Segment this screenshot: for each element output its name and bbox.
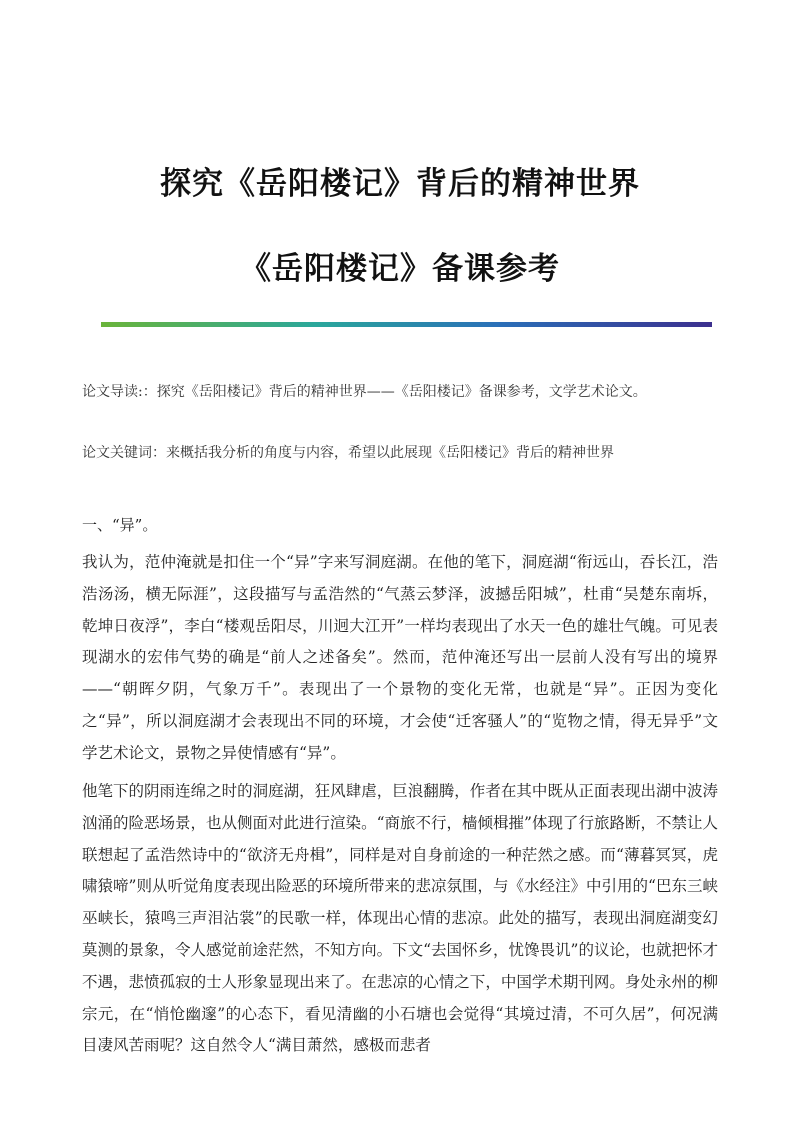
paper-keywords: 论文关键词：来概括我分析的角度与内容，希望以此展现《岳阳楼记》背后的精神世界 xyxy=(82,445,614,461)
gradient-divider xyxy=(101,322,712,327)
document-title: 探究《岳阳楼记》背后的精神世界 xyxy=(160,166,640,202)
body-paragraph: 我认为，范仲淹就是扣住一个“异”字来写洞庭湖。在他的笔下，洞庭湖“衔远山，吞长江，浩浩汤汤，横无际涯”，这段描写与孟浩然的“气蒸云梦泽，波撼岳阳城”，杜甫“吴楚东南坼，乾坤日夜浮”，李白“楼观岳阳尽，川迥大江开”一样均表现出了水天一色的雄壮气魄。可见表现湖水的宏伟气势的确是“前人之述备矣”。然而，范仲淹还写出一层前人没有写出的境界——“朝晖夕阴，气象万千”。表现出了一个景物的变化无常，也就是“异”。正因为变化之“异”，所以洞庭湖才会表现出不同的环境，才会使“迁客骚人”的“览物之情，得无异乎”文学艺术论文，景物之异使情感有“异”。 xyxy=(82,553,718,762)
body-paragraph: 他笔下的阴雨连绵之时的洞庭湖，狂风肆虐，巨浪翻腾，作者在其中既从正面表现出湖中波涛汹涌的险恶场景，也从侧面对此进行渲染。“商旅不行，樯倾楫摧”体现了行旅路断，不禁让人联想起了孟浩然诗中的“欲济无舟楫”，同样是对自身前途的一种茫然之感。而“薄暮冥冥，虎啸猿啼”则从听觉角度表现出险恶的环境所带来的悲凉氛围，与《水经注》中引用的“巴东三峡巫峡长，猿鸣三声泪沾裳”的民歌一样，体现出心情的悲凉。此处的描写，表现出洞庭湖变幻莫测的景象，令人感觉前途茫然，不知方向。下文“去国怀乡，忧馋畏讥”的议论，也就把怀才不遇，悲愤孤寂的士人形象显现出来了。在悲凉的心情之下，中国学术期刊网。身处永州的柳宗元，在“悄怆幽邃”的心态下，看见清幽的小石塘也会觉得“其境过清，不可久居”，何况满目凄风苦雨呢？这自然令人“满目萧然，感极而悲者 xyxy=(82,782,718,1055)
section-heading: 一、“异”。 xyxy=(82,516,158,534)
paper-intro: 论文导读:：探究《岳阳楼记》背后的精神世界——《岳阳楼记》备课参考，文学艺术论文。 xyxy=(82,384,647,400)
document-subtitle: 《岳阳楼记》备课参考 xyxy=(240,251,560,287)
